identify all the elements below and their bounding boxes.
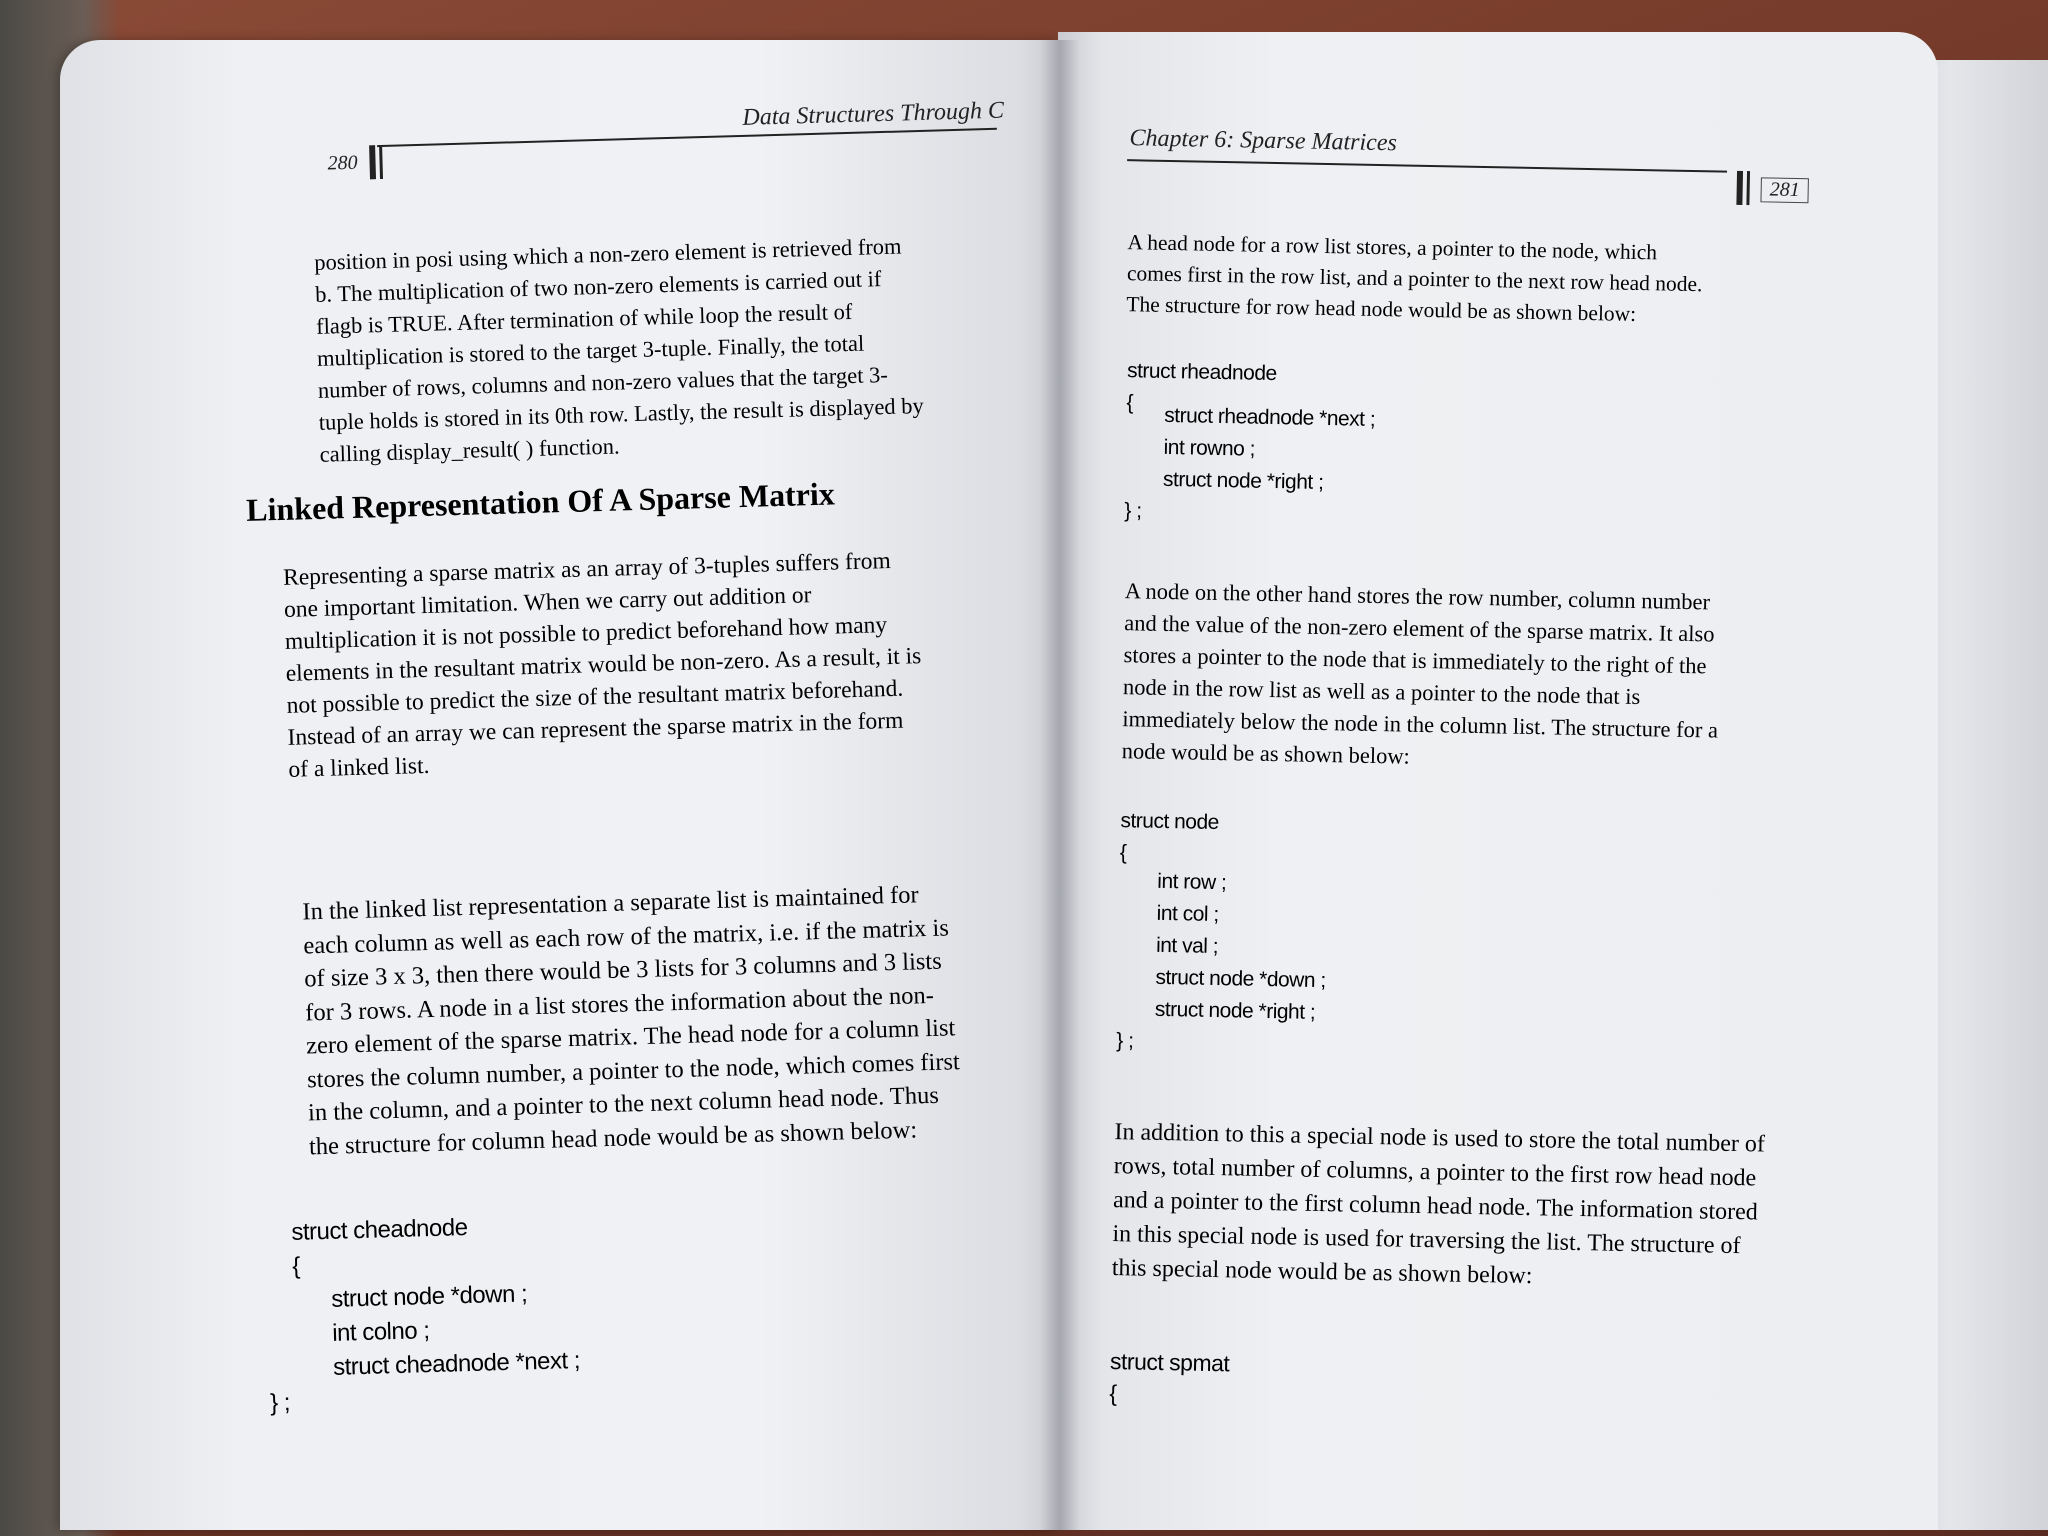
code-line: struct spmat (1109, 1348, 1230, 1377)
node-paragraph (1121, 575, 1865, 781)
code-line: struct cheadnode *next ; (332, 1346, 581, 1381)
code-line: struct node *down ; (1155, 965, 1326, 993)
code-line: struct rheadnode *next ; (1164, 403, 1376, 431)
page-number: 281 (1760, 177, 1808, 203)
code-line: int colno ; (331, 1317, 430, 1347)
intro-paragraph (314, 229, 960, 471)
intro-paragraph (1126, 227, 1828, 333)
running-title: Data Structures Through C (742, 97, 1005, 131)
text-line: stores a pointer to the node that is immediately to the right of the (1123, 642, 1707, 679)
code-line: } ; (1124, 499, 1142, 523)
header-bar-mark-thin (1746, 171, 1750, 205)
code-line: struct node *right ; (1154, 997, 1316, 1024)
code-line: struct rheadnode (1126, 359, 1277, 386)
special-node-paragraph (1112, 1115, 1895, 1300)
code-line: struct node (1120, 809, 1220, 835)
text-line: in this special node is used for traversing the list. The structure of (1112, 1221, 1741, 1260)
text-line: elements in the resultant matrix would be non-zero. As a result, it is (285, 643, 922, 687)
text-line: this special node would be as shown below: (1111, 1255, 1533, 1290)
paragraph-limitation (283, 542, 1009, 786)
right-page-content (1094, 115, 1900, 1510)
text-line: in the column, and a pointer to the next column head node. Thus (307, 1081, 940, 1127)
text-line: Representing a sparse matrix as an array of 3-tuples suffers from (282, 547, 892, 591)
text-line: node would be as shown below: (1121, 738, 1411, 769)
text-line: In the linked list representation a separate list is maintained for (302, 881, 919, 926)
header-bar-mark (1736, 171, 1743, 205)
text-line: each column as well as each row of the matrix, i.e. if the matrix is (303, 913, 950, 959)
code-line: int rowno ; (1163, 435, 1256, 461)
text-line: A head node for a row list stores, a pointer to the node, which (1127, 230, 1658, 265)
text-line: rows, total number of columns, a pointer to the first row head node (1113, 1153, 1757, 1192)
code-line: { (1119, 841, 1127, 865)
code-line: } ; (269, 1389, 291, 1417)
text-line: not possible to predict the size of the resultant matrix beforehand. (286, 675, 904, 719)
text-line: multiplication is stored to the target 3-tuple. Finally, the total (316, 330, 865, 371)
code-rheadnode (1124, 355, 1376, 532)
paragraph-linked-list (302, 874, 1069, 1163)
header-rule (377, 128, 998, 173)
code-node (1116, 805, 1329, 1061)
code-line: struct node *down ; (330, 1280, 528, 1313)
text-line: one important limitation. When we carry out addition or (283, 582, 812, 623)
text-line: position in posi using which a non-zero element is retrieved from (313, 233, 902, 275)
text-line: the structure for column head node would be as shown below: (308, 1115, 918, 1160)
code-line: { (1109, 1380, 1117, 1407)
text-line: b. The multiplication of two non-zero elements is carried out if (314, 266, 882, 307)
text-line: for 3 rows. A node in a list stores the information about the non- (304, 981, 935, 1026)
text-line: and a pointer to the first column head node. The information stored (1112, 1187, 1759, 1226)
text-line: multiplication it is not possible to predict beforehand how many (284, 612, 888, 655)
code-cheadnode (269, 1208, 581, 1420)
text-line: number of rows, columns and non-zero values that the target 3- (317, 361, 889, 403)
text-line: The structure for row head node would be as shown below: (1126, 292, 1637, 326)
code-line: int val ; (1155, 933, 1219, 959)
text-line: of a linked list. (288, 752, 430, 783)
running-title: Chapter 6: Sparse Matrices (1129, 125, 1398, 157)
text-line: calling display_result( ) function. (319, 433, 620, 467)
code-line: { (1126, 391, 1134, 415)
page-number: 280 (327, 151, 358, 175)
code-line: int row ; (1157, 869, 1227, 895)
text-line: node in the row list as well as a pointer to the node that is (1122, 674, 1641, 710)
text-line: and the value of the non-zero element of the sparse matrix. It also (1124, 610, 1715, 647)
code-line: struct node *right ; (1162, 467, 1324, 494)
text-line: immediately below the node in the column list. The structure for a (1122, 706, 1719, 743)
section-heading: Linked Representation Of A Sparse Matrix (245, 475, 836, 528)
text-line: In addition to this a special node is used to store the total number of (1114, 1119, 1766, 1158)
code-spmat (1109, 1345, 1229, 1411)
intro-text (314, 229, 960, 471)
code-line: int col ; (1156, 901, 1219, 927)
text-line: A node on the other hand stores the row number, column number (1124, 578, 1711, 615)
header-rule (1127, 159, 1727, 199)
text-line: Instead of an array we can represent the sparse matrix in the form (287, 707, 904, 751)
text-line: zero element of the sparse matrix. The head node for a column list (305, 1014, 956, 1060)
header-bar-mark (369, 145, 376, 179)
code-line: { (291, 1252, 301, 1280)
text-line: tuple holds is stored in its 0th row. Lastly, the result is displayed by (318, 392, 925, 435)
left-page-content (130, 85, 1067, 1430)
text-line: stores the column number, a pointer to the node, which comes first (306, 1047, 961, 1093)
text-line: flagb is TRUE. After termination of while loop the result of (315, 298, 853, 339)
text-line: of size 3 x 3, then there would be 3 lists for 3 columns and 3 lists (303, 947, 943, 993)
code-line: struct cheadnode (291, 1214, 468, 1246)
code-line: } ; (1116, 1029, 1134, 1053)
text-line: comes first in the row list, and a pointer to the next row head node. (1126, 261, 1703, 297)
